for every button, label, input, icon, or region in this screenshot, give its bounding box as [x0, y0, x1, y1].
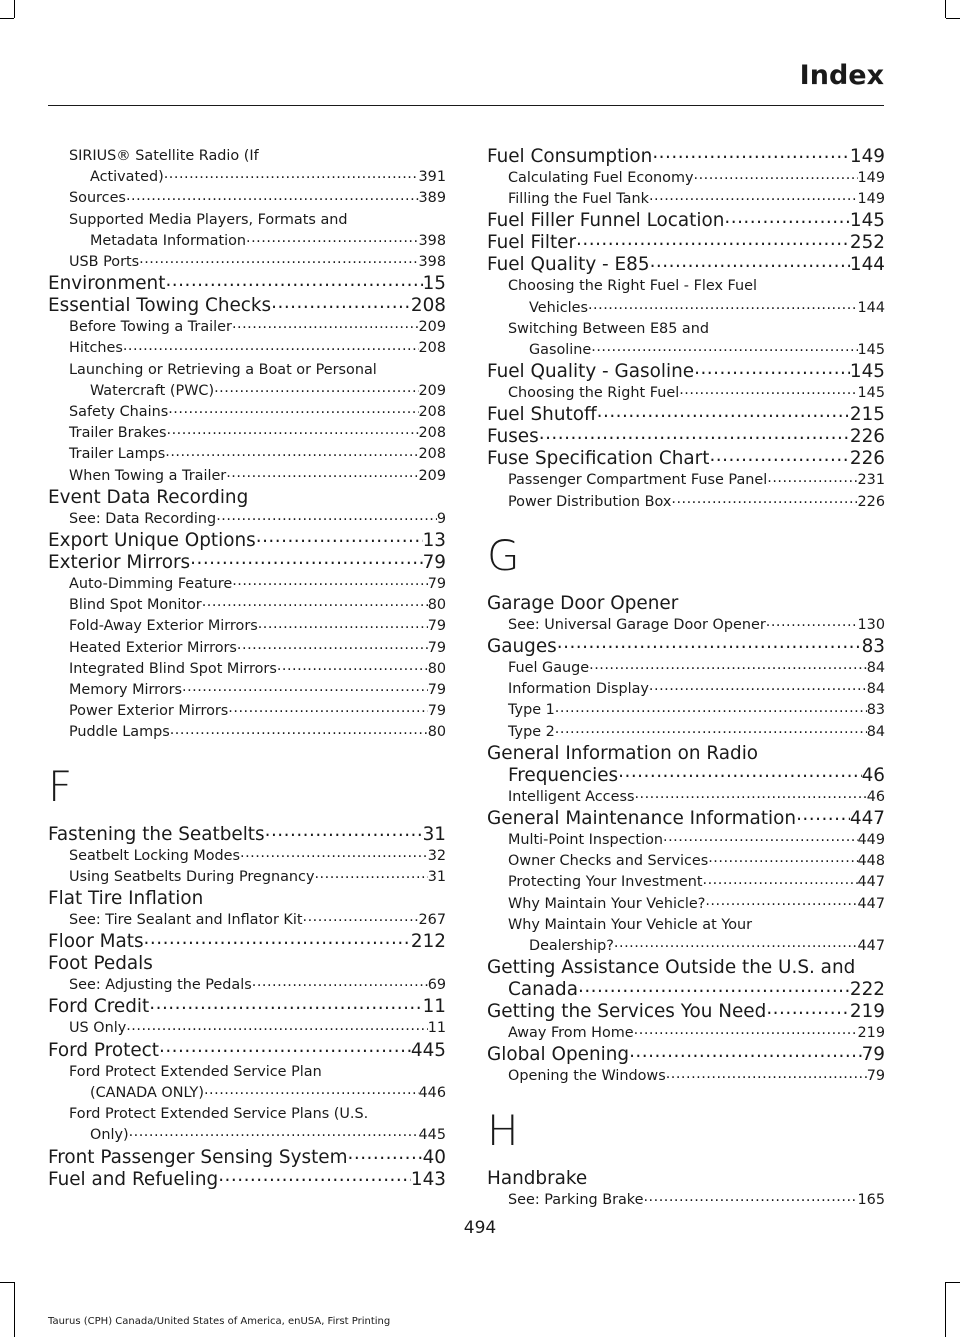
index-entry[interactable]: Why Maintain Your Vehicle? ..... 447 — [487, 894, 885, 915]
index-entry[interactable]: Calculating Fuel Economy ..... 149 — [487, 168, 885, 189]
page-ref: 447 — [857, 874, 885, 891]
page-ref: 209 — [418, 382, 446, 399]
index-entry[interactable]: Owner Checks and Services ..... 448 — [487, 851, 885, 872]
index-heading[interactable]: Fuses ..... 226 — [487, 426, 885, 448]
index-heading: Garage Door Opener — [487, 592, 679, 614]
page-ref: 149 — [857, 170, 885, 186]
index-heading[interactable]: Fuel Filler Funnel Location ..... 145 — [487, 210, 885, 232]
page-ref: 208 — [418, 340, 446, 357]
page-ref: 144 — [849, 254, 885, 276]
page-ref: 231 — [857, 472, 885, 489]
crop-mark — [945, 1282, 946, 1337]
crop-mark — [945, 0, 946, 18]
page-ref: 31 — [422, 823, 446, 845]
index-entry[interactable]: Ford Protect Extended Service Plan (CANADA ONLY) ..... 446 — [48, 1062, 446, 1104]
page-ref: 46 — [866, 788, 885, 805]
page-ref: 11 — [427, 1020, 446, 1037]
index-heading[interactable]: Getting the Services You Need ..... 219 — [487, 1001, 885, 1023]
page-ref: 145 — [857, 385, 885, 402]
index-heading[interactable]: Fuel Filter ..... 252 — [487, 232, 885, 254]
page-ref: 145 — [849, 361, 885, 383]
index-entry[interactable]: Protecting Your Investment ..... 447 — [487, 872, 885, 893]
page-ref: 15 — [422, 273, 446, 295]
index-heading[interactable]: Gauges ..... 83 — [487, 636, 885, 658]
page-ref: 209 — [418, 467, 446, 484]
section-letter: F — [48, 761, 73, 811]
page-ref: 84 — [866, 681, 885, 698]
index-entry[interactable]: Choosing the Right Fuel - Flex Fuel Vehicles ..... 144 — [487, 276, 885, 318]
index-column-left — [48, 146, 446, 1191]
index-entry[interactable]: Trailer Lamps ..... 208 — [48, 444, 446, 465]
index-heading[interactable]: Fuel Quality - Gasoline ..... 145 — [487, 361, 885, 383]
page-ref: 449 — [857, 832, 885, 849]
index-entry[interactable]: Power Exterior Mirrors ..... 79 — [48, 701, 446, 722]
page-ref: 80 — [427, 597, 446, 614]
index-entry[interactable]: Switching Between E85 and Gasoline ..... 145 — [487, 319, 885, 361]
crop-mark — [946, 1282, 960, 1283]
index-entry[interactable]: Hitches ..... 208 — [48, 338, 446, 359]
page-ref: 252 — [849, 232, 885, 254]
page-ref: 130 — [857, 616, 885, 633]
index-entry[interactable]: Multi-Point Inspection ..... 449 — [487, 830, 885, 851]
page-ref: 83 — [861, 636, 885, 658]
page-ref: 145 — [849, 210, 885, 232]
index-heading[interactable]: Fuel and Refueling ..... 143 — [48, 1169, 446, 1191]
index-entry[interactable]: Intelligent Access ..... 46 — [487, 787, 885, 808]
page-ref: 143 — [410, 1168, 446, 1190]
page-ref: 84 — [866, 660, 885, 677]
index-entry[interactable]: Passenger Compartment Fuse Panel ..... 231 — [487, 470, 885, 491]
header-divider — [48, 105, 884, 106]
page-number: 494 — [463, 1218, 497, 1238]
index-heading[interactable]: Essential Towing Checks ..... 208 — [48, 295, 446, 317]
page-ref: 398 — [418, 254, 446, 271]
crop-mark — [946, 18, 960, 19]
index-heading[interactable]: Fuel Shutoff ..... 215 — [487, 404, 885, 426]
index-entry[interactable]: Type 1 ..... 83 — [487, 700, 885, 721]
page-ref: 448 — [857, 853, 885, 870]
page-ref: 398 — [418, 232, 446, 249]
index-heading[interactable]: Ford Credit ..... 11 — [48, 996, 446, 1018]
crop-mark — [14, 1282, 15, 1337]
page-ref: 80 — [427, 660, 446, 677]
page-title: Index — [799, 60, 884, 91]
page-ref: 84 — [866, 723, 885, 740]
index-heading[interactable]: General Maintenance Information ..... 447 — [487, 808, 885, 830]
page-ref: 226 — [849, 448, 885, 470]
page-ref: 79 — [866, 1068, 885, 1085]
index-entry[interactable]: Fuel Gauge ..... 84 — [487, 658, 885, 679]
index-heading[interactable]: Export Unique Options ..... 13 — [48, 530, 446, 552]
index-heading: Flat Tire Inflation — [48, 888, 204, 910]
page-ref: 208 — [418, 446, 446, 463]
index-entry[interactable]: USB Ports ..... 398 — [48, 252, 446, 273]
see-reference[interactable]: See: Adjusting the Pedals ..... 69 — [48, 975, 446, 996]
index-entry[interactable]: Auto-Dimming Feature ..... 79 — [48, 574, 446, 595]
index-heading: Handbrake — [487, 1167, 588, 1189]
index-entry[interactable]: Integrated Blind Spot Mirrors ..... 80 — [48, 659, 446, 680]
index-heading[interactable]: Front Passenger Sensing System ..... 40 — [48, 1147, 446, 1169]
index-column-right — [487, 146, 885, 1211]
page-ref: 226 — [849, 426, 885, 448]
page-ref: 9 — [436, 510, 446, 527]
page-ref: 208 — [418, 404, 446, 421]
crop-mark — [0, 1282, 14, 1283]
page-ref: 11 — [422, 996, 446, 1018]
page-ref: 149 — [857, 191, 885, 208]
see-reference[interactable]: See: Universal Garage Door Opener ..... 130 — [487, 615, 885, 636]
index-entry[interactable]: Blind Spot Monitor ..... 80 — [48, 595, 446, 616]
index-entry[interactable]: Launching or Retrieving a Boat or Personal Watercraft (PWC) ..... 209 — [48, 360, 446, 402]
index-entry[interactable]: SIRIUS® Satellite Radio (If Activated) ..... 391 — [48, 146, 446, 188]
page-ref: 208 — [410, 295, 446, 317]
index-heading[interactable]: Fuel Quality - E85 ..... 144 — [487, 254, 885, 276]
page-ref: 389 — [418, 190, 446, 207]
index-entry[interactable]: Ford Protect Extended Service Plans (U.S. Only) ..... 445 — [48, 1104, 446, 1146]
page-ref: 446 — [418, 1084, 446, 1101]
section-letter: G — [487, 530, 520, 580]
index-heading[interactable]: Environment ..... 15 — [48, 273, 446, 295]
index-heading[interactable]: Ford Protect ..... 445 — [48, 1040, 446, 1062]
see-reference[interactable]: See: Tire Sealant and Inflator Kit ..... 267 — [48, 910, 446, 931]
index-entry[interactable]: Safety Chains ..... 208 — [48, 402, 446, 423]
page-ref: 79 — [861, 1044, 885, 1066]
page-ref: 208 — [418, 425, 446, 442]
footer-publication-info: Taurus (CPH) Canada/United States of America, enUSA, First Printing — [48, 1316, 391, 1327]
page-ref: 149 — [849, 146, 885, 167]
crop-mark — [14, 0, 15, 18]
index-entry[interactable]: Fold-Away Exterior Mirrors ..... 79 — [48, 616, 446, 637]
page-ref: 267 — [418, 912, 446, 929]
crop-mark — [0, 18, 14, 19]
index-heading: Event Data Recording — [48, 486, 249, 508]
index-entry[interactable]: When Towing a Trailer ..... 209 — [48, 466, 446, 487]
page-ref: 31 — [427, 868, 446, 885]
index-entry[interactable]: Away From Home ..... 219 — [487, 1023, 885, 1044]
see-reference[interactable]: See: Data Recording ..... 9 — [48, 509, 446, 530]
index-heading[interactable]: Getting Assistance Outside the U.S. and Canada ..... 222 — [487, 957, 885, 1001]
page-ref: 79 — [427, 618, 446, 635]
index-entry[interactable]: Heated Exterior Mirrors ..... 79 — [48, 638, 446, 659]
index-entry[interactable]: Power Distribution Box ..... 226 — [487, 492, 885, 513]
index-entry[interactable]: US Only ..... 11 — [48, 1018, 446, 1039]
see-reference[interactable]: See: Parking Brake ..... 165 — [487, 1190, 885, 1211]
page-ref: 79 — [422, 552, 446, 574]
page-ref: 226 — [857, 493, 885, 510]
index-heading[interactable]: Fuse Specification Chart ..... 226 — [487, 448, 885, 470]
index-entry[interactable]: Choosing the Right Fuel ..... 145 — [487, 383, 885, 404]
index-heading[interactable]: Exterior Mirrors ..... 79 — [48, 552, 446, 574]
index-heading[interactable]: General Information on Radio Frequencies ..... 46 — [487, 743, 885, 787]
page-ref: 144 — [857, 299, 885, 316]
page-ref: 445 — [410, 1039, 446, 1061]
page-ref: 445 — [418, 1127, 446, 1144]
page-ref: 69 — [427, 977, 446, 994]
index-entry[interactable]: Type 2 ..... 84 — [487, 722, 885, 743]
page-ref: 79 — [427, 703, 446, 720]
index-entry[interactable]: Why Maintain Your Vehicle at Your Dealership? ..... 447 — [487, 915, 885, 957]
page-ref: 219 — [849, 1001, 885, 1023]
index-entry[interactable]: Using Seatbelts During Pregnancy ..... 31 — [48, 867, 446, 888]
index-entry[interactable]: Information Display ..... 84 — [487, 679, 885, 700]
page-ref: 32 — [427, 847, 446, 864]
index-entry[interactable]: Opening the Windows ..... 79 — [487, 1066, 885, 1087]
index-entry[interactable]: Seatbelt Locking Modes ..... 32 — [48, 846, 446, 867]
index-entry[interactable]: Trailer Brakes ..... 208 — [48, 423, 446, 444]
page-ref: 391 — [418, 169, 446, 186]
index-entry[interactable]: Filling the Fuel Tank ..... 149 — [487, 189, 885, 210]
page-ref: 447 — [857, 938, 885, 955]
page-ref: 447 — [849, 808, 885, 830]
page-ref: 40 — [422, 1146, 446, 1168]
page-ref: 13 — [422, 530, 446, 552]
index-heading[interactable]: Floor Mats ..... 212 — [48, 931, 446, 953]
page-ref: 46 — [861, 764, 885, 786]
page-ref: 79 — [427, 576, 446, 593]
index-entry[interactable]: Before Towing a Trailer ..... 209 — [48, 317, 446, 338]
page-ref: 79 — [427, 682, 446, 699]
page-ref: 447 — [857, 895, 885, 912]
page-ref: 219 — [857, 1025, 885, 1042]
index-entry[interactable]: Sources ..... 389 — [48, 188, 446, 209]
page-ref: 83 — [866, 702, 885, 719]
page-ref: 212 — [410, 931, 446, 953]
page-ref: 79 — [427, 639, 446, 656]
index-entry[interactable]: Memory Mirrors ..... 79 — [48, 680, 446, 701]
page-ref: 222 — [849, 979, 885, 1001]
page-ref: 215 — [849, 404, 885, 426]
page-ref: 145 — [857, 342, 885, 359]
index-entry[interactable]: Puddle Lamps ..... 80 — [48, 722, 446, 743]
index-entry[interactable]: Supported Media Players, Formats and Metadata Information ..... 398 — [48, 210, 446, 252]
page-ref: 165 — [857, 1191, 885, 1208]
section-letter: H — [487, 1105, 519, 1155]
page-ref: 80 — [427, 724, 446, 741]
index-heading: Foot Pedals — [48, 953, 153, 975]
index-heading[interactable]: Fastening the Seatbelts ..... 31 — [48, 824, 446, 846]
index-heading[interactable]: Global Opening ..... 79 — [487, 1044, 885, 1066]
page-ref: 209 — [418, 319, 446, 336]
index-heading[interactable]: Fuel Consumption ..... 149 — [487, 146, 885, 168]
